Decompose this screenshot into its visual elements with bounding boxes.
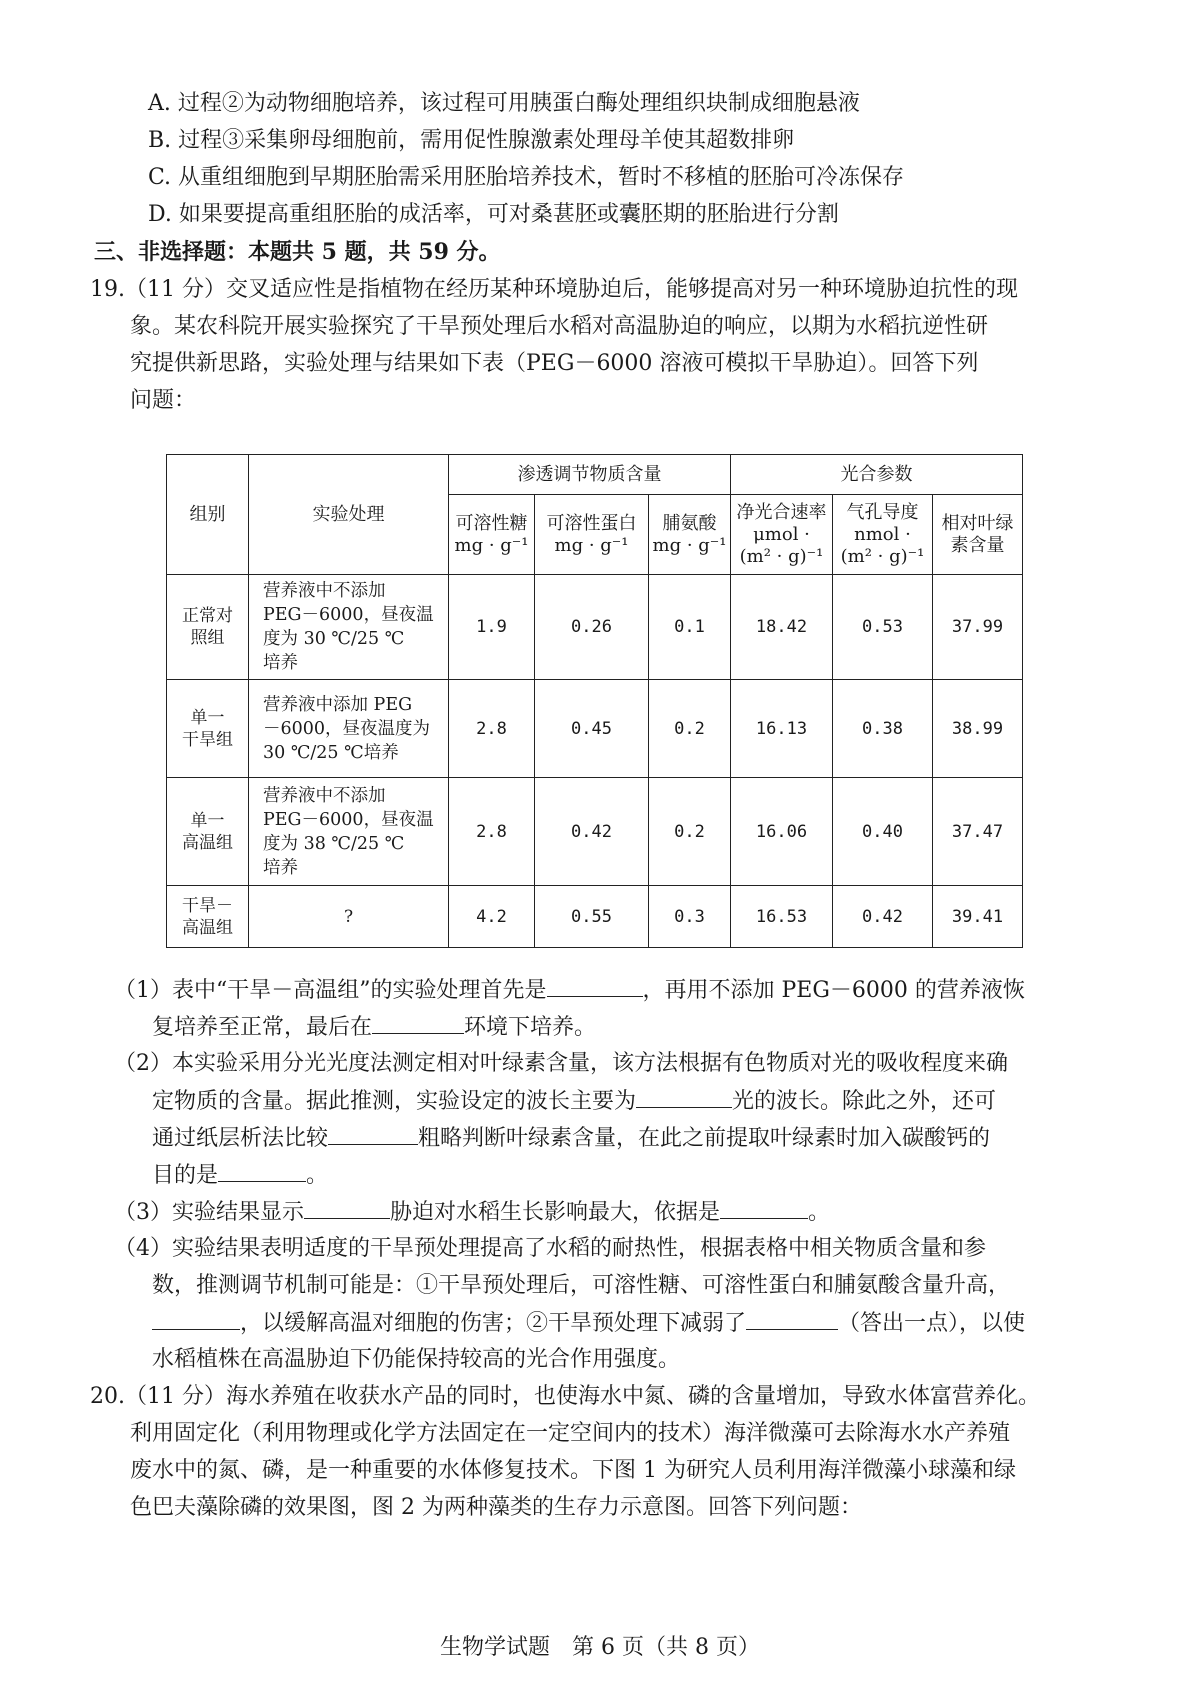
header-stomatal-conductance: 气孔导度 nmol · (m² · g)⁻¹ [833, 495, 933, 575]
value-cell: 0.42 [833, 886, 933, 948]
table-row [167, 778, 1023, 886]
header-net-photosynthesis: 净光合速率 μmol · (m² · g)⁻¹ [731, 495, 833, 575]
sub4-line3: ，以缓解高温对细胞的伤害；②干旱预处理下减弱了 （答出一点），以使 [152, 1305, 1025, 1342]
treatment-cell: 营养液中不添加 PEG－6000，昼夜温 度为 38 ℃/25 ℃ 培养 [249, 778, 449, 886]
q20-line2: 利用固定化（利用物理或化学方法固定在一定空间内的技术）海洋微藻可去除海水水产养殖 [130, 1421, 1011, 1446]
answer-blank [720, 1194, 808, 1219]
sub3-line1: （3）实验结果显示 胁迫对水稻生长影响最大，依据是 。 [114, 1194, 830, 1231]
value-cell: 16.06 [731, 778, 833, 886]
value-cell: 16.53 [731, 886, 833, 948]
sub4-line4: 水稻植株在高温胁迫下仍能保持较高的光合作用强度。 [152, 1347, 681, 1372]
table-row [167, 575, 1023, 680]
answer-blank [372, 1009, 464, 1034]
option-a: A. 过程②为动物细胞培养，该过程可用胰蛋白酶处理组织块制成细胞悬液 [148, 91, 860, 116]
table-row [167, 680, 1023, 778]
header-group: 组别 [167, 455, 249, 575]
value-cell: 37.99 [933, 575, 1023, 680]
q19-line4: 问题： [130, 388, 197, 413]
page-footer: 生物学试题 第 6 页（共 8 页） [440, 1635, 760, 1660]
header-photosynthesis: 光合参数 [731, 455, 1023, 495]
sub4-line1: （4）实验结果表明适度的干旱预处理提高了水稻的耐热性，根据表格中相关物质含量和参 [114, 1236, 987, 1261]
answer-blank [547, 972, 643, 997]
header-proline: 脯氨酸 mg · g⁻¹ [649, 495, 731, 575]
q19-line3: 究提供新思路，实验处理与结果如下表（PEG－6000 溶液可模拟干旱胁迫）。回答下列 [130, 351, 979, 376]
header-soluble-sugar: 可溶性糖 mg · g⁻¹ [449, 495, 535, 575]
sub2-line1: （2）本实验采用分光光度法测定相对叶绿素含量，该方法根据有色物质对光的吸收程度来确 [114, 1051, 1009, 1076]
value-cell: 2.8 [449, 680, 535, 778]
answer-blank [152, 1305, 240, 1330]
value-cell: 0.1 [649, 575, 731, 680]
value-cell: 2.8 [449, 778, 535, 886]
header-treatment: 实验处理 [249, 455, 449, 575]
group-cell: 干旱－ 高温组 [167, 886, 249, 948]
answer-blank [218, 1157, 306, 1182]
table-row [167, 886, 1023, 948]
q20-line1: 20.（11 分）海水养殖在收获水产品的同时，也使海水中氮、磷的含量增加，导致水体富营养化。 [90, 1384, 1040, 1409]
value-cell: 0.45 [535, 680, 649, 778]
value-cell: 18.42 [731, 575, 833, 680]
q19-line1: 19.（11 分）交叉适应性是指植物在经历某种环境胁迫后，能够提高对另一种环境胁迫抗性的现 [90, 277, 1018, 302]
value-cell: 0.42 [535, 778, 649, 886]
value-cell: 0.3 [649, 886, 731, 948]
answer-blank [746, 1305, 838, 1330]
sub4-line2: 数，推测调节机制可能是：①干旱预处理后，可溶性糖、可溶性蛋白和脯氨酸含量升高， [152, 1273, 1011, 1298]
option-d: D. 如果要提高重组胚胎的成活率，可对桑葚胚或囊胚期的胚胎进行分割 [148, 202, 839, 227]
value-cell: 0.2 [649, 778, 731, 886]
treatment-cell: 营养液中不添加 PEG－6000，昼夜温 度为 30 ℃/25 ℃ 培养 [249, 575, 449, 680]
option-c: C. 从重组细胞到早期胚胎需采用胚胎培养技术，暂时不移植的胚胎可冷冻保存 [148, 165, 905, 190]
sub2-line3: 通过纸层析法比较 粗略判断叶绿素含量，在此之前提取叶绿素时加入碳酸钙的 [152, 1120, 990, 1157]
group-cell: 正常对 照组 [167, 575, 249, 680]
value-cell: 38.99 [933, 680, 1023, 778]
answer-blank [328, 1120, 418, 1145]
header-chlorophyll: 相对叶绿 素含量 [933, 495, 1023, 575]
value-cell: 0.38 [833, 680, 933, 778]
value-cell: 39.41 [933, 886, 1023, 948]
value-cell: 0.53 [833, 575, 933, 680]
sub2-line4: 目的是 。 [152, 1157, 328, 1194]
value-cell: 4.2 [449, 886, 535, 948]
value-cell: 1.9 [449, 575, 535, 680]
group-cell: 单一 干旱组 [167, 680, 249, 778]
value-cell: 0.40 [833, 778, 933, 886]
answer-blank [304, 1194, 390, 1219]
value-cell: 0.55 [535, 886, 649, 948]
data-table [166, 454, 1023, 948]
group-cell: 单一 高温组 [167, 778, 249, 886]
section-heading: 三、非选择题：本题共 5 题，共 59 分。 [94, 239, 501, 265]
header-soluble-protein: 可溶性蛋白 mg · g⁻¹ [535, 495, 649, 575]
value-cell: 16.13 [731, 680, 833, 778]
option-b: B. 过程③采集卵母细胞前，需用促性腺激素处理母羊使其超数排卵 [148, 128, 795, 153]
sub1-line1: （1）表中“干旱－高温组”的实验处理首先是 ，再用不添加 PEG－6000 的营养液恢 [114, 972, 1025, 1009]
header-osmotic: 渗透调节物质含量 [449, 455, 731, 495]
q20-line3: 废水中的氮、磷，是一种重要的水体修复技术。下图 1 为研究人员利用海洋微藻小球藻和绿 [130, 1458, 1016, 1483]
sub1-line2: 复培养至正常，最后在 环境下培养。 [152, 1009, 596, 1046]
answer-blank [636, 1083, 732, 1108]
treatment-cell: 营养液中添加 PEG －6000，昼夜温度为 30 ℃/25 ℃培养 [249, 680, 449, 778]
treatment-cell: ? [249, 886, 449, 948]
value-cell: 37.47 [933, 778, 1023, 886]
q20-line4: 色巴夫藻除磷的效果图，图 2 为两种藻类的生存力示意图。回答下列问题： [130, 1495, 862, 1520]
value-cell: 0.2 [649, 680, 731, 778]
sub2-line2: 定物质的含量。据此推测，实验设定的波长主要为 光的波长。除此之外，还可 [152, 1083, 996, 1120]
value-cell: 0.26 [535, 575, 649, 680]
q19-line2: 象。某农科院开展实验探究了干旱预处理后水稻对高温胁迫的响应，以期为水稻抗逆性研 [130, 314, 989, 339]
